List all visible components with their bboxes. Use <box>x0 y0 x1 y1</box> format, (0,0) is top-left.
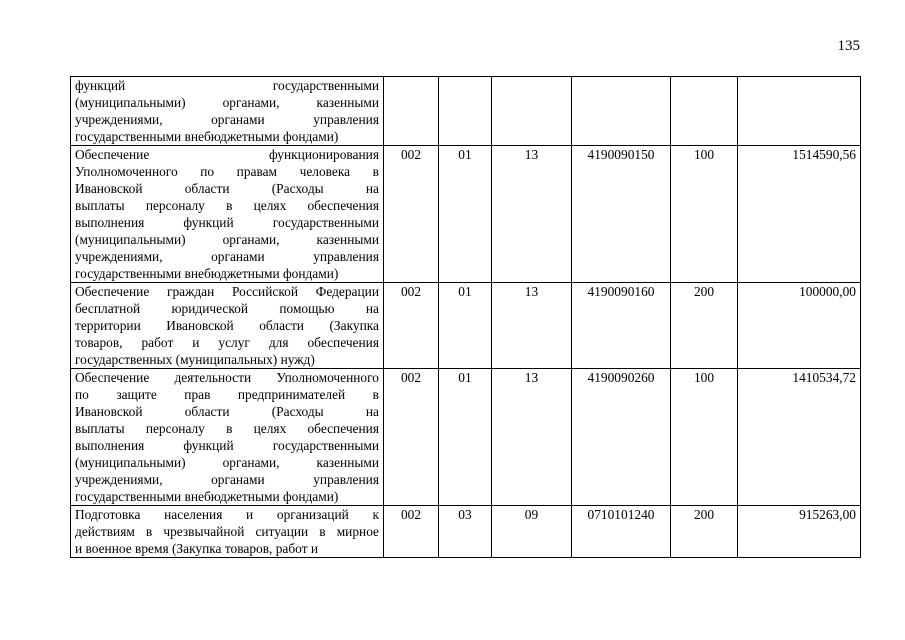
budget-table <box>70 76 861 558</box>
expense-type-cell: 100 <box>671 146 738 283</box>
table-row <box>71 506 861 558</box>
ministry-code-cell: 002 <box>384 283 439 369</box>
description-line: Уполномоченного по правам человека в <box>75 164 379 179</box>
section-code-cell: 01 <box>439 146 492 283</box>
table-row <box>71 283 861 369</box>
subsection-code-cell: 09 <box>492 506 572 558</box>
description-cell <box>71 369 384 506</box>
target-article-cell: 4190090260 <box>572 369 671 506</box>
description-line: Ивановской области (Расходы на <box>75 181 379 196</box>
section-code-cell: 03 <box>439 506 492 558</box>
description-line: (муниципальными) органами, казенными <box>75 95 379 110</box>
table-row <box>71 146 861 283</box>
description-line: по защите прав предпринимателей в <box>75 387 379 402</box>
target-article-cell: 4190090160 <box>572 283 671 369</box>
description-line: государственными внебюджетными фондами) <box>75 489 339 504</box>
description-cell <box>71 283 384 369</box>
description-line: Подготовка населения и организаций к <box>75 507 379 522</box>
description-cell <box>71 77 384 146</box>
ministry-code-cell <box>384 77 439 146</box>
description-line: выплаты персоналу в целях обеспечения <box>75 198 379 213</box>
target-article-cell: 0710101240 <box>572 506 671 558</box>
subsection-code-cell <box>492 77 572 146</box>
description-line: Обеспечение деятельности Уполномоченного <box>75 370 379 385</box>
expense-type-cell: 200 <box>671 506 738 558</box>
description-cell <box>71 506 384 558</box>
section-code-cell: 01 <box>439 283 492 369</box>
subsection-code-cell: 13 <box>492 283 572 369</box>
description-line: выполнения функций государственными <box>75 215 379 230</box>
amount-cell: 915263,00 <box>738 506 861 558</box>
description-cell <box>71 146 384 283</box>
table-row <box>71 77 861 146</box>
description-line: Ивановской области (Расходы на <box>75 404 379 419</box>
expense-type-cell <box>671 77 738 146</box>
table-row <box>71 369 861 506</box>
description-line: выполнения функций государственными <box>75 438 379 453</box>
amount-cell: 1410534,72 <box>738 369 861 506</box>
subsection-code-cell: 13 <box>492 369 572 506</box>
amount-cell: 100000,00 <box>738 283 861 369</box>
description-line: Обеспечение граждан Российской Федерации <box>75 284 379 299</box>
description-line: действиям в чрезвычайной ситуации в мирное <box>75 524 379 539</box>
amount-cell: 1514590,56 <box>738 146 861 283</box>
description-line: государственных (муниципальных) нужд) <box>75 352 315 367</box>
subsection-code-cell: 13 <box>492 146 572 283</box>
description-line: бесплатной юридической помощью на <box>75 301 379 316</box>
description-line: учреждениями, органами управления <box>75 112 379 127</box>
expense-type-cell: 200 <box>671 283 738 369</box>
description-line: выплаты персоналу в целях обеспечения <box>75 421 379 436</box>
description-line: государственными внебюджетными фондами) <box>75 266 339 281</box>
ministry-code-cell: 002 <box>384 506 439 558</box>
target-article-cell: 4190090150 <box>572 146 671 283</box>
description-line: государственными внебюджетными фондами) <box>75 129 339 144</box>
description-line: учреждениями, органами управления <box>75 472 379 487</box>
description-line: товаров, работ и услуг для обеспечения <box>75 335 379 350</box>
page-number: 135 <box>837 38 860 54</box>
description-line: (муниципальными) органами, казенными <box>75 455 379 470</box>
target-article-cell <box>572 77 671 146</box>
description-line: и военное время (Закупка товаров, работ и <box>75 541 319 556</box>
ministry-code-cell: 002 <box>384 146 439 283</box>
description-line: учреждениями, органами управления <box>75 249 379 264</box>
description-line: (муниципальными) органами, казенными <box>75 232 379 247</box>
section-code-cell: 01 <box>439 369 492 506</box>
section-code-cell <box>439 77 492 146</box>
description-line: Обеспечение функционирования <box>75 147 379 162</box>
expense-type-cell: 100 <box>671 369 738 506</box>
amount-cell <box>738 77 861 146</box>
description-line: территории Ивановской области (Закупка <box>75 318 379 333</box>
description-line: функций государственными <box>75 78 379 93</box>
ministry-code-cell: 002 <box>384 369 439 506</box>
